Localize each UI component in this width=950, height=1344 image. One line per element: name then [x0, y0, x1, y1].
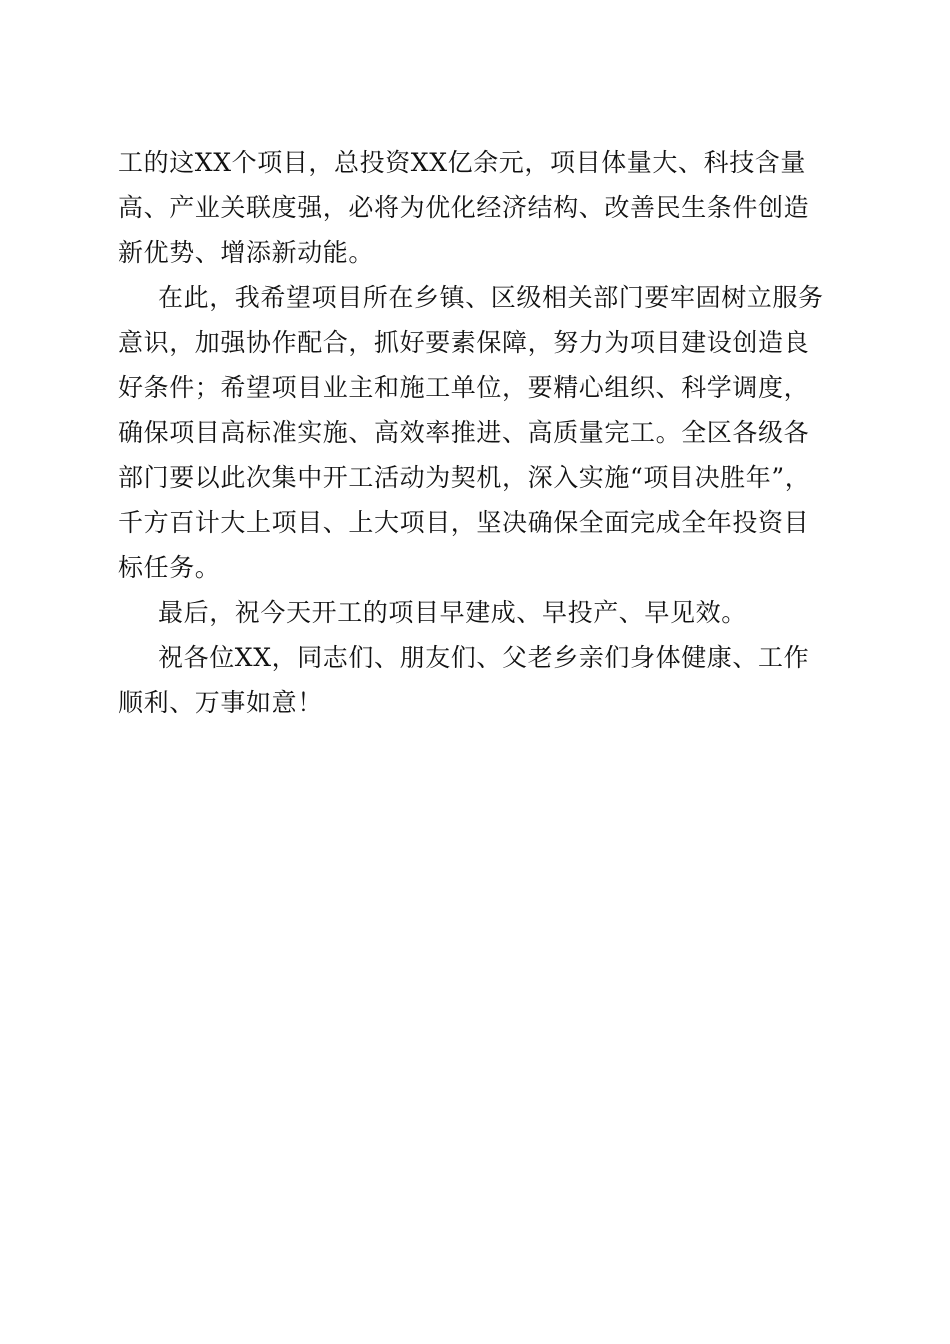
paragraph-2-line-7: 标任务。: [118, 553, 221, 582]
paragraph-2-line-3: 好条件；希望项目业主和施工单位，要精心组织、科学调度，: [118, 373, 810, 402]
paragraph-2-line-5: 部门要以此次集中开工活动为契机，深入实施“项目决胜年”，: [118, 463, 811, 492]
paragraph-4-line-1: 祝各位XX，同志们、朋友们、父老乡亲们身体健康、工作: [158, 643, 810, 672]
paragraph-2-line-4: 确保项目高标准实施、高效率推进、高质量完工。全区各级各: [118, 418, 810, 447]
paragraph-4-line-2: 顺利、万事如意！: [118, 688, 323, 717]
document-body: [118, 140, 838, 725]
paragraph-3-line-1: 最后，祝今天开工的项目早建成、早投产、早见效。: [158, 598, 747, 627]
paragraph-2-line-1: 在此，我希望项目所在乡镇、区级相关部门要牢固树立服务: [158, 283, 824, 312]
paragraph-1-line-1: 工的这XX个项目，总投资XX亿余元，项目体量大、科技含量: [118, 148, 806, 177]
paragraph-2-line-2: 意识，加强协作配合，抓好要素保障，努力为项目建设创造良: [118, 328, 810, 357]
paragraph-1-line-3: 新优势、增添新动能。: [118, 238, 375, 267]
paragraph-2-line-6: 千方百计大上项目、上大项目，坚决确保全面完成全年投资目: [118, 508, 810, 537]
paragraph-1-line-2: 高、产业关联度强，必将为优化经济结构、改善民生条件创造: [118, 193, 810, 222]
